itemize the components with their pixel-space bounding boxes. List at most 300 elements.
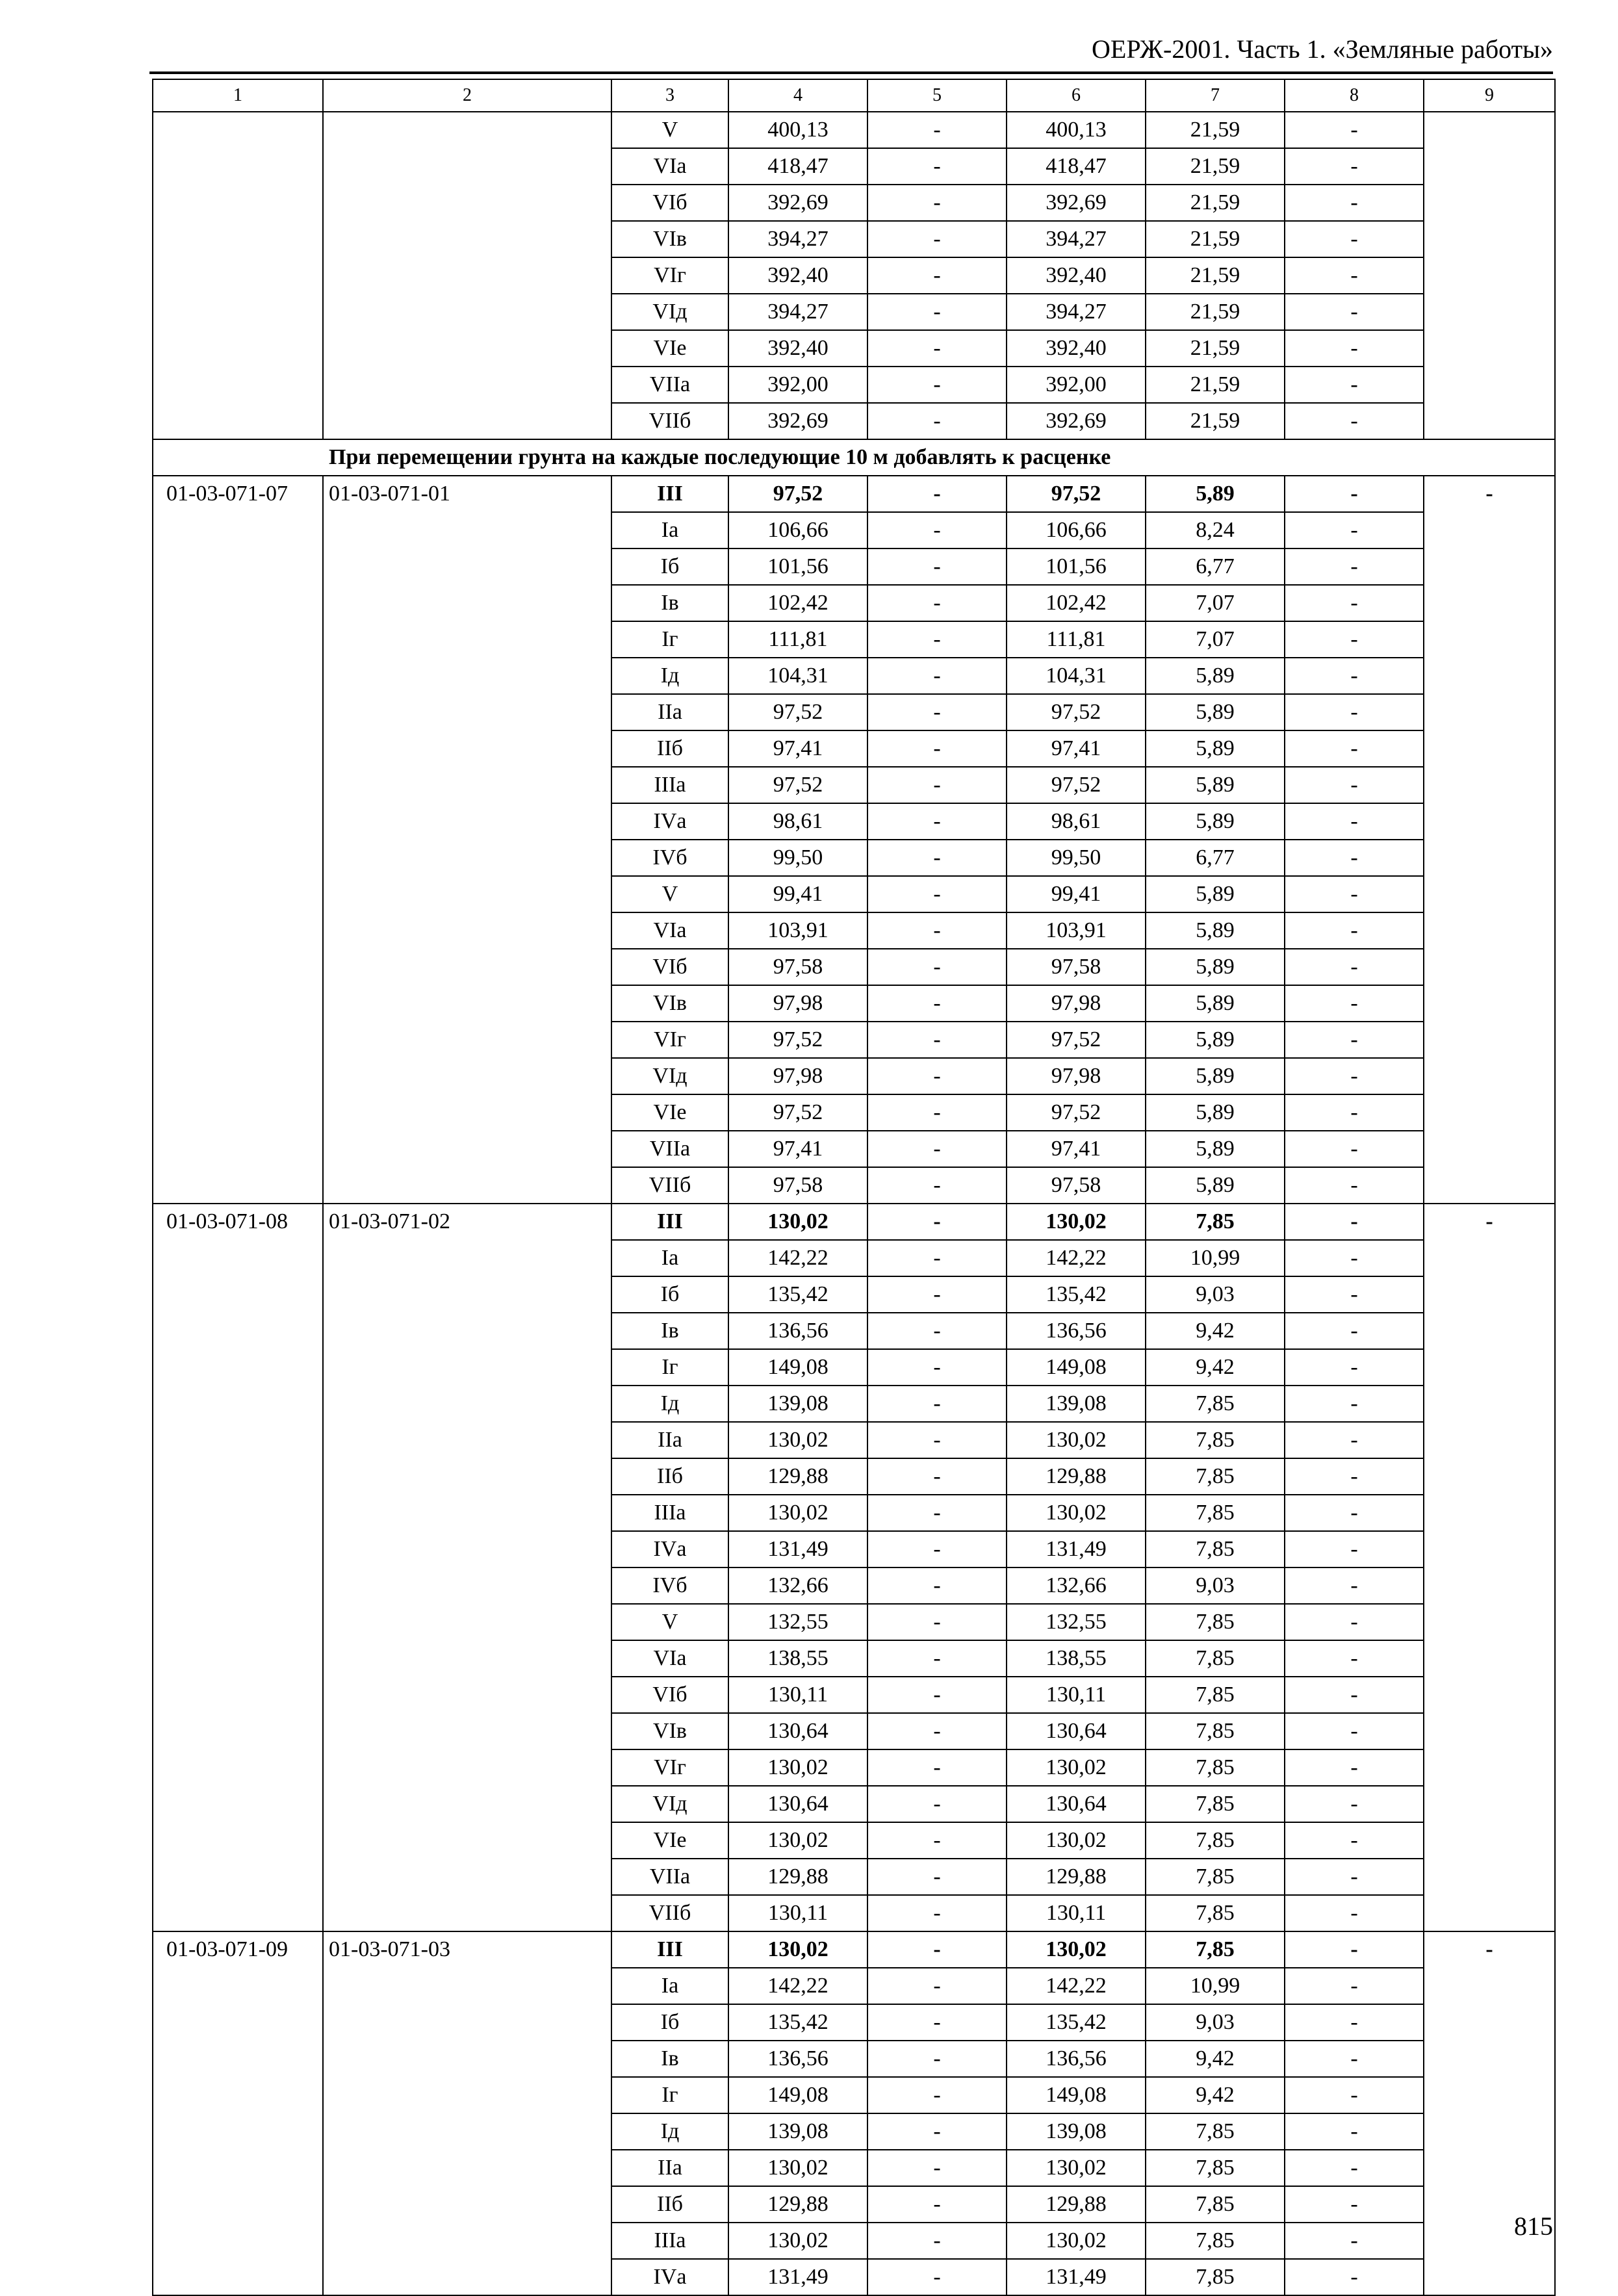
col8-cell: -: [1285, 1167, 1424, 1204]
col5-cell: -: [867, 512, 1007, 548]
col7-cell: 5,89: [1146, 876, 1285, 912]
soil-group-cell: VIб: [611, 1677, 728, 1713]
col5-cell: -: [867, 585, 1007, 621]
col7-cell: 7,85: [1146, 2113, 1285, 2150]
total-cost-cell: 97,58: [728, 949, 867, 985]
col8-cell: -: [1285, 730, 1424, 767]
col7-cell: 9,42: [1146, 2041, 1285, 2077]
col8-cell: -: [1285, 294, 1424, 330]
col5-cell: -: [867, 1204, 1007, 1240]
table-row: [153, 112, 1555, 148]
total-cost-cell: 97,58: [728, 1167, 867, 1204]
total-cost-cell: 130,02: [728, 1422, 867, 1458]
col5-cell: -: [867, 2150, 1007, 2186]
total-cost-cell: 97,98: [728, 1058, 867, 1094]
col5-cell: -: [867, 1240, 1007, 1276]
soil-group-cell: IIIа: [611, 767, 728, 803]
total-cost-cell: 97,52: [728, 694, 867, 730]
col8-cell: -: [1285, 2223, 1424, 2259]
total-cost-cell: 129,88: [728, 1859, 867, 1895]
col8-cell: -: [1285, 148, 1424, 185]
total-cost-cell: 130,02: [728, 1495, 867, 1531]
soil-group-cell: VIIб: [611, 403, 728, 439]
col5-cell: -: [867, 912, 1007, 949]
total-cost-cell: 142,22: [728, 1968, 867, 2004]
total-cost-cell: 139,08: [728, 2113, 867, 2150]
col8-cell: -: [1285, 949, 1424, 985]
col8-cell: -: [1285, 257, 1424, 294]
soil-group-cell: IVа: [611, 1531, 728, 1567]
col7-cell: 5,89: [1146, 730, 1285, 767]
col6-cell: 392,69: [1007, 185, 1146, 221]
col7-cell: 5,89: [1146, 985, 1285, 1022]
col6-cell: 130,02: [1007, 1495, 1146, 1531]
total-cost-cell: 111,81: [728, 621, 867, 658]
col7-cell: 7,85: [1146, 1422, 1285, 1458]
total-cost-cell: 130,02: [728, 1204, 867, 1240]
col8-cell: -: [1285, 548, 1424, 585]
table-row: [153, 1931, 1555, 1968]
col7-cell: 9,03: [1146, 1276, 1285, 1313]
col7-cell: 7,07: [1146, 621, 1285, 658]
total-cost-cell: 130,64: [728, 1786, 867, 1822]
total-cost-cell: 130,02: [728, 1749, 867, 1786]
page-header-title: ОЕРЖ-2001. Часть 1. «Земляные работы»: [1092, 34, 1553, 64]
col7-cell: 7,85: [1146, 1531, 1285, 1567]
col7-cell: 7,07: [1146, 585, 1285, 621]
col8-cell: -: [1285, 185, 1424, 221]
base-rate-code-cell: 01-03-071-01: [323, 476, 611, 1204]
base-rate-code-cell: 01-03-071-03: [323, 1931, 611, 2295]
col5-cell: -: [867, 1167, 1007, 1204]
col7-cell: 7,85: [1146, 2150, 1285, 2186]
col6-cell: 139,08: [1007, 2113, 1146, 2150]
col5-cell: -: [867, 221, 1007, 257]
col7-cell: 5,89: [1146, 1131, 1285, 1167]
soil-group-cell: VIа: [611, 912, 728, 949]
col5-cell: -: [867, 403, 1007, 439]
col8-cell: -: [1285, 985, 1424, 1022]
col8-cell: -: [1285, 2113, 1424, 2150]
col6-cell: 103,91: [1007, 912, 1146, 949]
soil-group-cell: Iг: [611, 621, 728, 658]
soil-group-cell: Iа: [611, 1240, 728, 1276]
soil-group-cell: VIд: [611, 294, 728, 330]
col5-cell: -: [867, 148, 1007, 185]
soil-group-cell: IIIа: [611, 1495, 728, 1531]
soil-group-cell: VIд: [611, 1058, 728, 1094]
col5-cell: -: [867, 112, 1007, 148]
soil-group-cell: IVа: [611, 2259, 728, 2295]
col6-cell: 97,41: [1007, 730, 1146, 767]
col6-cell: 142,22: [1007, 1968, 1146, 2004]
col7-cell: 5,89: [1146, 803, 1285, 840]
total-cost-cell: 97,52: [728, 1022, 867, 1058]
col8-cell: -: [1285, 1458, 1424, 1495]
rate-code-cell: 01-03-071-07: [153, 476, 323, 1204]
col6-cell: 131,49: [1007, 2259, 1146, 2295]
col5-cell: -: [867, 767, 1007, 803]
col7-cell: 10,99: [1146, 1240, 1285, 1276]
col5-cell: -: [867, 1386, 1007, 1422]
col8-cell: -: [1285, 2150, 1424, 2186]
col5-cell: -: [867, 1349, 1007, 1386]
base-code-cell: [323, 112, 611, 439]
col7-cell: 7,85: [1146, 2186, 1285, 2223]
col5-cell: -: [867, 1604, 1007, 1640]
table-row: [153, 476, 1555, 512]
col6-cell: 98,61: [1007, 803, 1146, 840]
column-number: 9: [1424, 79, 1555, 112]
col7-cell: 9,42: [1146, 2077, 1285, 2113]
col5-cell: -: [867, 548, 1007, 585]
total-cost-cell: 394,27: [728, 221, 867, 257]
col6-cell: 392,00: [1007, 367, 1146, 403]
col7-cell: 7,85: [1146, 1458, 1285, 1495]
column-number: 4: [728, 79, 867, 112]
col6-cell: 136,56: [1007, 1313, 1146, 1349]
col7-cell: 9,42: [1146, 1349, 1285, 1386]
soil-group-cell: III: [611, 476, 728, 512]
col7-cell: 5,89: [1146, 658, 1285, 694]
col7-cell: 5,89: [1146, 1167, 1285, 1204]
col7-cell: 7,85: [1146, 1640, 1285, 1677]
col5-cell: -: [867, 621, 1007, 658]
col7-cell: 10,99: [1146, 1968, 1285, 2004]
soil-group-cell: IVа: [611, 803, 728, 840]
soil-group-cell: VIв: [611, 1713, 728, 1749]
total-cost-cell: 97,52: [728, 1094, 867, 1131]
soil-group-cell: Iа: [611, 1968, 728, 2004]
col5-cell: -: [867, 985, 1007, 1022]
col7-cell: 7,85: [1146, 1677, 1285, 1713]
col7-cell: 7,85: [1146, 1386, 1285, 1422]
col7-cell: 5,89: [1146, 949, 1285, 985]
col5-cell: -: [867, 2223, 1007, 2259]
col5-cell: -: [867, 1931, 1007, 1968]
total-cost-cell: 130,11: [728, 1677, 867, 1713]
col9-cell: [1424, 112, 1555, 439]
col6-cell: 149,08: [1007, 2077, 1146, 2113]
col5-cell: -: [867, 2041, 1007, 2077]
col5-cell: -: [867, 876, 1007, 912]
col6-cell: 129,88: [1007, 1458, 1146, 1495]
col8-cell: -: [1285, 1931, 1424, 1968]
col8-cell: -: [1285, 621, 1424, 658]
soil-group-cell: V: [611, 876, 728, 912]
col9-cell: -: [1424, 1204, 1555, 1931]
total-cost-cell: 132,55: [728, 1604, 867, 1640]
total-cost-cell: 138,55: [728, 1640, 867, 1677]
col8-cell: -: [1285, 1604, 1424, 1640]
col6-cell: 129,88: [1007, 1859, 1146, 1895]
col5-cell: -: [867, 185, 1007, 221]
col5-cell: -: [867, 1640, 1007, 1677]
col6-cell: 131,49: [1007, 1531, 1146, 1567]
soil-group-cell: VIа: [611, 148, 728, 185]
total-cost-cell: 97,52: [728, 767, 867, 803]
column-number: 5: [867, 79, 1007, 112]
col7-cell: 7,85: [1146, 1495, 1285, 1531]
col8-cell: -: [1285, 1567, 1424, 1604]
soil-group-cell: VIб: [611, 185, 728, 221]
col8-cell: -: [1285, 112, 1424, 148]
soil-group-cell: Iа: [611, 512, 728, 548]
col6-cell: 130,64: [1007, 1713, 1146, 1749]
col7-cell: 21,59: [1146, 257, 1285, 294]
soil-group-cell: Iб: [611, 1276, 728, 1313]
col6-cell: 149,08: [1007, 1349, 1146, 1386]
col7-cell: 21,59: [1146, 330, 1285, 367]
col6-cell: 135,42: [1007, 2004, 1146, 2041]
rates-table: [152, 79, 1556, 2296]
total-cost-cell: 130,02: [728, 2150, 867, 2186]
col6-cell: 97,52: [1007, 694, 1146, 730]
col7-cell: 21,59: [1146, 294, 1285, 330]
col5-cell: -: [867, 1895, 1007, 1931]
col7-cell: 7,85: [1146, 1749, 1285, 1786]
col6-cell: 394,27: [1007, 294, 1146, 330]
total-cost-cell: 418,47: [728, 148, 867, 185]
header-divider: [149, 71, 1553, 74]
col8-cell: -: [1285, 403, 1424, 439]
soil-group-cell: III: [611, 1204, 728, 1240]
soil-group-cell: IIб: [611, 1458, 728, 1495]
col6-cell: 99,41: [1007, 876, 1146, 912]
col8-cell: -: [1285, 1386, 1424, 1422]
total-cost-cell: 130,02: [728, 2223, 867, 2259]
total-cost-cell: 136,56: [728, 1313, 867, 1349]
col8-cell: -: [1285, 1022, 1424, 1058]
total-cost-cell: 131,49: [728, 1531, 867, 1567]
col5-cell: -: [867, 330, 1007, 367]
col6-cell: 135,42: [1007, 1276, 1146, 1313]
column-number: 7: [1146, 79, 1285, 112]
col7-cell: 7,85: [1146, 1895, 1285, 1931]
col6-cell: 132,55: [1007, 1604, 1146, 1640]
col8-cell: -: [1285, 1495, 1424, 1531]
col5-cell: -: [867, 840, 1007, 876]
rate-code-cell: 01-03-071-09: [153, 1931, 323, 2295]
col6-cell: 130,11: [1007, 1677, 1146, 1713]
soil-group-cell: Iг: [611, 2077, 728, 2113]
col7-cell: 21,59: [1146, 367, 1285, 403]
col8-cell: -: [1285, 1313, 1424, 1349]
col8-cell: -: [1285, 367, 1424, 403]
total-cost-cell: 400,13: [728, 112, 867, 148]
soil-group-cell: VIв: [611, 985, 728, 1022]
col8-cell: -: [1285, 767, 1424, 803]
soil-group-cell: VIб: [611, 949, 728, 985]
soil-group-cell: III: [611, 1931, 728, 1968]
total-cost-cell: 106,66: [728, 512, 867, 548]
col6-cell: 130,02: [1007, 1422, 1146, 1458]
col6-cell: 130,02: [1007, 2223, 1146, 2259]
col6-cell: 102,42: [1007, 585, 1146, 621]
col5-cell: -: [867, 1677, 1007, 1713]
col5-cell: -: [867, 1313, 1007, 1349]
col8-cell: -: [1285, 2186, 1424, 2223]
col5-cell: -: [867, 1786, 1007, 1822]
soil-group-cell: V: [611, 1604, 728, 1640]
col7-cell: 5,89: [1146, 912, 1285, 949]
soil-group-cell: VIг: [611, 1022, 728, 1058]
col7-cell: 21,59: [1146, 403, 1285, 439]
total-cost-cell: 139,08: [728, 1386, 867, 1422]
col6-cell: 97,52: [1007, 476, 1146, 512]
soil-group-cell: IVб: [611, 1567, 728, 1604]
col6-cell: 97,52: [1007, 767, 1146, 803]
col7-cell: 6,77: [1146, 840, 1285, 876]
col7-cell: 9,42: [1146, 1313, 1285, 1349]
total-cost-cell: 394,27: [728, 294, 867, 330]
col8-cell: -: [1285, 1094, 1424, 1131]
soil-group-cell: VIе: [611, 1822, 728, 1859]
col7-cell: 7,85: [1146, 1786, 1285, 1822]
col6-cell: 400,13: [1007, 112, 1146, 148]
total-cost-cell: 97,98: [728, 985, 867, 1022]
col7-cell: 7,85: [1146, 1604, 1285, 1640]
total-cost-cell: 129,88: [728, 2186, 867, 2223]
rates-table-body: [153, 79, 1555, 2295]
total-cost-cell: 392,00: [728, 367, 867, 403]
soil-group-cell: Iв: [611, 585, 728, 621]
soil-group-cell: Iд: [611, 2113, 728, 2150]
soil-group-cell: IIа: [611, 1422, 728, 1458]
col8-cell: -: [1285, 1713, 1424, 1749]
col5-cell: -: [867, 476, 1007, 512]
soil-group-cell: V: [611, 112, 728, 148]
total-cost-cell: 97,52: [728, 476, 867, 512]
col8-cell: -: [1285, 1058, 1424, 1094]
col5-cell: -: [867, 1567, 1007, 1604]
col8-cell: -: [1285, 1422, 1424, 1458]
col5-cell: -: [867, 1131, 1007, 1167]
total-cost-cell: 132,66: [728, 1567, 867, 1604]
col6-cell: 142,22: [1007, 1240, 1146, 1276]
col8-cell: -: [1285, 1677, 1424, 1713]
col5-cell: -: [867, 1094, 1007, 1131]
col7-cell: 21,59: [1146, 221, 1285, 257]
col6-cell: 392,69: [1007, 403, 1146, 439]
col8-cell: -: [1285, 1204, 1424, 1240]
soil-group-cell: VIв: [611, 221, 728, 257]
col5-cell: -: [867, 1822, 1007, 1859]
col7-cell: 7,85: [1146, 1822, 1285, 1859]
soil-group-cell: IIа: [611, 2150, 728, 2186]
col7-cell: 21,59: [1146, 185, 1285, 221]
col7-cell: 7,85: [1146, 2223, 1285, 2259]
total-cost-cell: 102,42: [728, 585, 867, 621]
col6-cell: 418,47: [1007, 148, 1146, 185]
col6-cell: 97,98: [1007, 985, 1146, 1022]
total-cost-cell: 130,64: [728, 1713, 867, 1749]
col5-cell: -: [867, 2186, 1007, 2223]
page-number: 815: [1514, 2212, 1553, 2241]
col8-cell: -: [1285, 2004, 1424, 2041]
column-number: 6: [1007, 79, 1146, 112]
total-cost-cell: 130,02: [728, 1931, 867, 1968]
col8-cell: -: [1285, 1895, 1424, 1931]
soil-group-cell: VIг: [611, 1749, 728, 1786]
total-cost-cell: 101,56: [728, 548, 867, 585]
col8-cell: -: [1285, 1131, 1424, 1167]
col8-cell: -: [1285, 1349, 1424, 1386]
col8-cell: -: [1285, 1276, 1424, 1313]
col5-cell: -: [867, 367, 1007, 403]
total-cost-cell: 135,42: [728, 1276, 867, 1313]
col8-cell: -: [1285, 2259, 1424, 2295]
col6-cell: 104,31: [1007, 658, 1146, 694]
total-cost-cell: 129,88: [728, 1458, 867, 1495]
col8-cell: -: [1285, 876, 1424, 912]
total-cost-cell: 149,08: [728, 1349, 867, 1386]
soil-group-cell: VIд: [611, 1786, 728, 1822]
col6-cell: 97,52: [1007, 1094, 1146, 1131]
col5-cell: -: [867, 2113, 1007, 2150]
col8-cell: -: [1285, 1786, 1424, 1822]
soil-group-cell: VIIа: [611, 1859, 728, 1895]
column-number-row: [153, 79, 1555, 112]
total-cost-cell: 97,41: [728, 1131, 867, 1167]
col7-cell: 7,85: [1146, 1713, 1285, 1749]
col7-cell: 5,89: [1146, 1058, 1285, 1094]
col7-cell: 5,89: [1146, 694, 1285, 730]
col5-cell: -: [867, 1022, 1007, 1058]
soil-group-cell: VIIб: [611, 1167, 728, 1204]
col5-cell: -: [867, 294, 1007, 330]
col8-cell: -: [1285, 912, 1424, 949]
col8-cell: -: [1285, 330, 1424, 367]
col5-cell: -: [867, 1749, 1007, 1786]
col6-cell: 97,41: [1007, 1131, 1146, 1167]
total-cost-cell: 135,42: [728, 2004, 867, 2041]
soil-group-cell: Iд: [611, 658, 728, 694]
col7-cell: 21,59: [1146, 112, 1285, 148]
col5-cell: -: [867, 1276, 1007, 1313]
soil-group-cell: VIг: [611, 257, 728, 294]
col6-cell: 139,08: [1007, 1386, 1146, 1422]
total-cost-cell: 97,41: [728, 730, 867, 767]
code-cell: [153, 112, 323, 439]
soil-group-cell: VIIа: [611, 1131, 728, 1167]
col6-cell: 97,52: [1007, 1022, 1146, 1058]
col5-cell: -: [867, 1859, 1007, 1895]
col5-cell: -: [867, 949, 1007, 985]
col8-cell: -: [1285, 1968, 1424, 2004]
col6-cell: 132,66: [1007, 1567, 1146, 1604]
soil-group-cell: IIIа: [611, 2223, 728, 2259]
soil-group-cell: Iв: [611, 1313, 728, 1349]
col6-cell: 130,02: [1007, 1749, 1146, 1786]
column-number: 8: [1285, 79, 1424, 112]
col7-cell: 7,85: [1146, 1204, 1285, 1240]
table-row: [153, 1204, 1555, 1240]
col8-cell: -: [1285, 694, 1424, 730]
total-cost-cell: 392,40: [728, 257, 867, 294]
soil-group-cell: IIб: [611, 730, 728, 767]
col5-cell: -: [867, 1458, 1007, 1495]
col6-cell: 97,58: [1007, 1167, 1146, 1204]
col5-cell: -: [867, 1495, 1007, 1531]
col8-cell: -: [1285, 840, 1424, 876]
col6-cell: 394,27: [1007, 221, 1146, 257]
section-title-row: [153, 439, 1555, 476]
col6-cell: 130,02: [1007, 1822, 1146, 1859]
col5-cell: -: [867, 1713, 1007, 1749]
soil-group-cell: Iд: [611, 1386, 728, 1422]
col5-cell: -: [867, 658, 1007, 694]
